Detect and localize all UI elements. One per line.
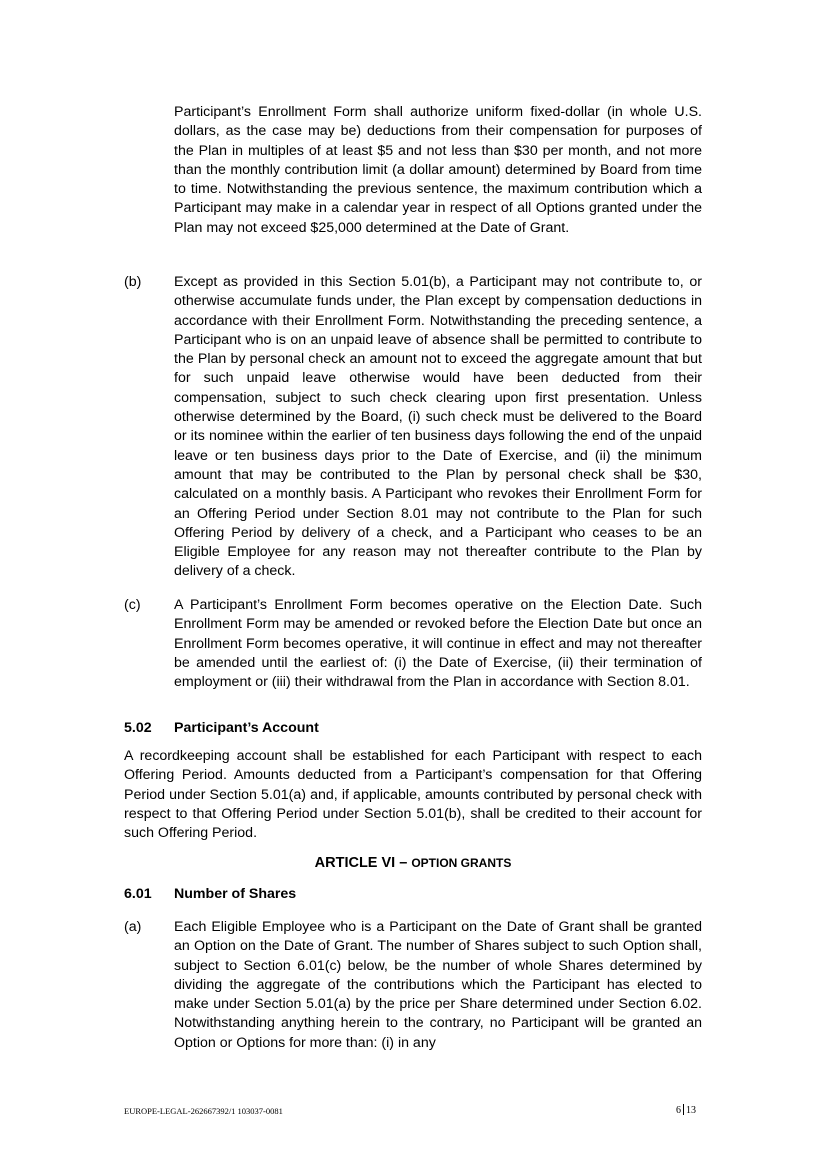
section-number: 6.01 <box>124 886 152 902</box>
article-heading <box>124 853 702 873</box>
footer-document-id: EUROPE-LEGAL-262667392/1 103037-0081 <box>124 1106 283 1116</box>
page-total: 13 <box>686 1105 696 1116</box>
item-c-label: (c) <box>124 597 141 613</box>
section-number: 5.02 <box>124 720 152 736</box>
item-a-text: Each Eligible Employee who is a Participant on the Date of Grant shall be granted an Option on the Date of Grant. The number of Shares subject to such Option shall, subject to Section 6.01(c) below, be the number of whole Shares determined by dividing the aggregate of the contributions which the Participant has elected to make under Section 5.01(a) by the price per Share determined under Section 6.02. Notwithstanding anything herein to the contrary, no Participant will be granted an Option or Options for more than: (i) in any <box>174 919 702 1051</box>
item-b-label: (b) <box>124 274 142 290</box>
item-a-label: (a) <box>124 919 142 935</box>
section-title: Participant’s Account <box>174 720 319 736</box>
page-current: 6 <box>676 1105 681 1116</box>
article-title: OPTION GRANTS <box>411 856 512 870</box>
footer-page-number <box>676 1104 696 1116</box>
section-title: Number of Shares <box>174 886 297 902</box>
article-number: ARTICLE VI – <box>314 855 412 871</box>
page-separator <box>683 1104 684 1115</box>
item-c-text: A Participant’s Enrollment Form becomes operative on the Election Date. Such Enrollment Form may be amended or revoked before the Election Date but once an Enrollment Form becomes operative, it will continue in effect and may not thereafter be amended until the earliest of: (i) the Date of Exercise, (ii) their termination of employment or (iii) their withdrawal from the Plan in accordance with Section 8.01. <box>174 597 702 691</box>
section-6-01-heading <box>124 885 296 904</box>
item-b-text: Except as provided in this Section 5.01(b), a Participant may not contribute to, or otherwise accumulate funds under, the Plan except by compensation deductions in accordance with their Enrollment Form. Notwithstanding the preceding sentence, a Participant who is on an unpaid leave of absence shall be permitted to contribute to the Plan by personal check an amount not to exceed the aggregate amount that but for such unpaid leave otherwise would have been deducted from their compensation, subject to such check clearing upon first presentation. Unless otherwise determined by the Board, (i) such check must be delivered to the Board or its nominee within the earlier of ten business days following the end of the unpaid leave or ten business days prior to the Date of Exercise, and (ii) the minimum amount that may be contributed to the Plan by personal check shall be $30, calculated on a monthly basis. A Participant who revokes their Enrollment Form for an Offering Period under Section 8.01 may not contribute to the Plan for such Offering Period by delivery of a check, and a Participant who ceases to be an Eligible Employee for any reason may not thereafter contribute to the Plan by delivery of a check. <box>174 274 702 580</box>
section-5-02-text: A recordkeeping account shall be established for each Participant with respect to each Offering Period. Amounts deducted from a Participant’s compensation for that Offering Period under Section 5.01(a) and, if applicable, amounts contributed by personal check with respect to that Offering Period under Section 5.01(b), shall be credited to their account for such Offering Period. <box>124 748 702 842</box>
intro-paragraph: Participant’s Enrollment Form shall authorize uniform fixed-dollar (in whole U.S. dollars, as the case may be) deductions from their compensation for purposes of the Plan in multiples of at least $5 and not less than $30 per month, and not more than the monthly contribution limit (a dollar amount) determined by Board from time to time. Notwithstanding the previous sentence, the maximum contribution which a Participant may make in a calendar year in respect of all Options granted under the Plan may not exceed $25,000 determined at the Date of Grant. <box>174 104 702 236</box>
section-5-02-heading <box>124 719 319 738</box>
